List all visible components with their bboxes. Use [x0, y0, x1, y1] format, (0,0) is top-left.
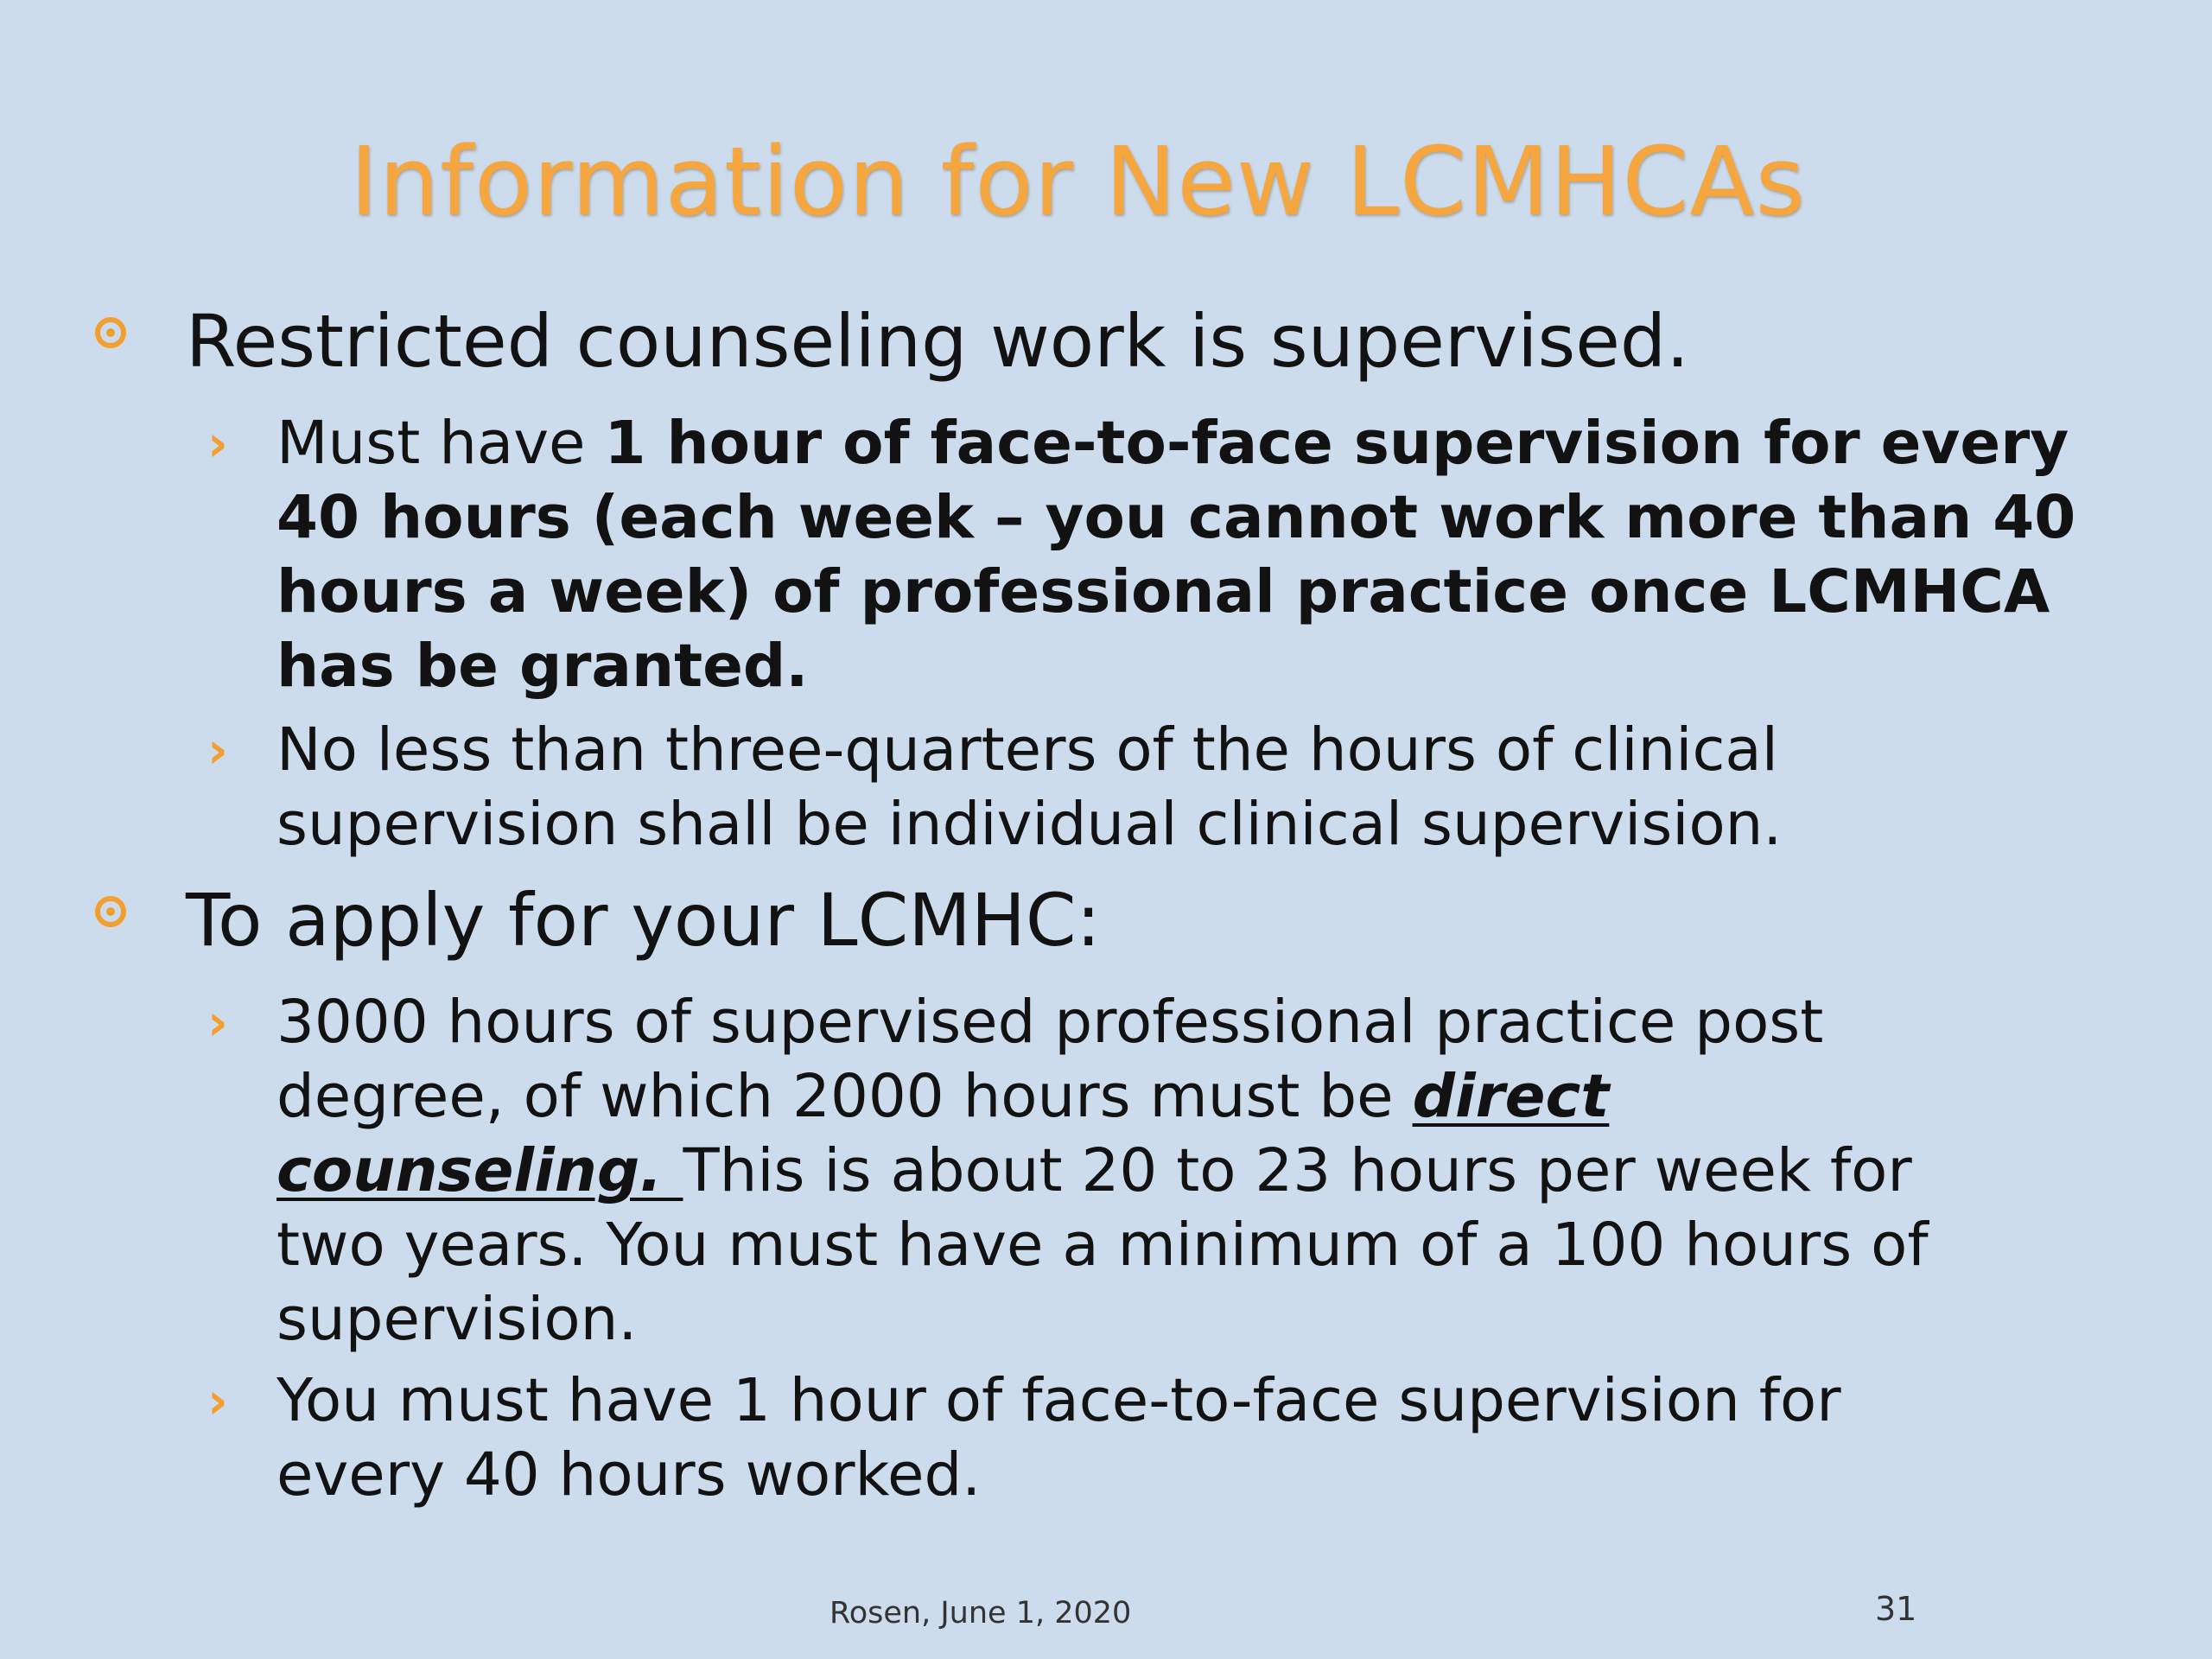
- emphasis-direct: direct: [1412, 1062, 1610, 1131]
- chevron-right-icon: ›: [207, 721, 228, 779]
- sub-line: [276, 406, 2069, 480]
- sub-line: 40 hours (each week – you cannot work more than 40: [276, 483, 2076, 552]
- emphasis-counseling: counseling.: [276, 1136, 683, 1205]
- sub-text: Must have: [276, 409, 605, 478]
- bullet-text: To apply for your LCMHC:: [186, 878, 1101, 963]
- circled-dot-icon: [95, 896, 126, 927]
- page-number: 31: [1875, 1590, 1917, 1628]
- footer-text: Rosen, June 1, 2020: [830, 1596, 1132, 1630]
- sub-text: This is about 20 to 23 hours per week for: [683, 1136, 1912, 1205]
- chevron-right-icon: ›: [207, 1371, 228, 1430]
- sub-line: has be granted.: [276, 632, 809, 701]
- sub-line: No less than three-quarters of the hours of clinical: [276, 715, 1778, 785]
- sub-text: degree, of which 2000 hours must be: [276, 1062, 1413, 1131]
- sub-line: supervision.: [276, 1285, 638, 1354]
- sub-line: supervision shall be individual clinical supervision.: [276, 790, 1783, 859]
- sub-line: 3000 hours of supervised professional practice post: [276, 988, 1824, 1057]
- chevron-right-icon: ›: [207, 414, 228, 473]
- sub-line: two years. You must have a minimum of a 100 hours of: [276, 1211, 1929, 1280]
- chevron-right-icon: ›: [207, 993, 228, 1052]
- bullet-text: Restricted counseling work is supervised.: [186, 299, 1689, 384]
- sub-line: every 40 hours worked.: [276, 1440, 982, 1510]
- sub-text-bold: 1 hour of face-to-face supervision for every: [604, 409, 2069, 478]
- sub-line: hours a week) of professional practice once LCMHCA: [276, 557, 2050, 626]
- sub-line: [276, 1134, 1912, 1208]
- circled-dot-icon: [95, 317, 126, 348]
- sub-line: [276, 1059, 1609, 1134]
- sub-line: You must have 1 hour of face-to-face supervision for: [276, 1366, 1841, 1435]
- slide-title: Information for New LCMHCAs: [350, 126, 1806, 237]
